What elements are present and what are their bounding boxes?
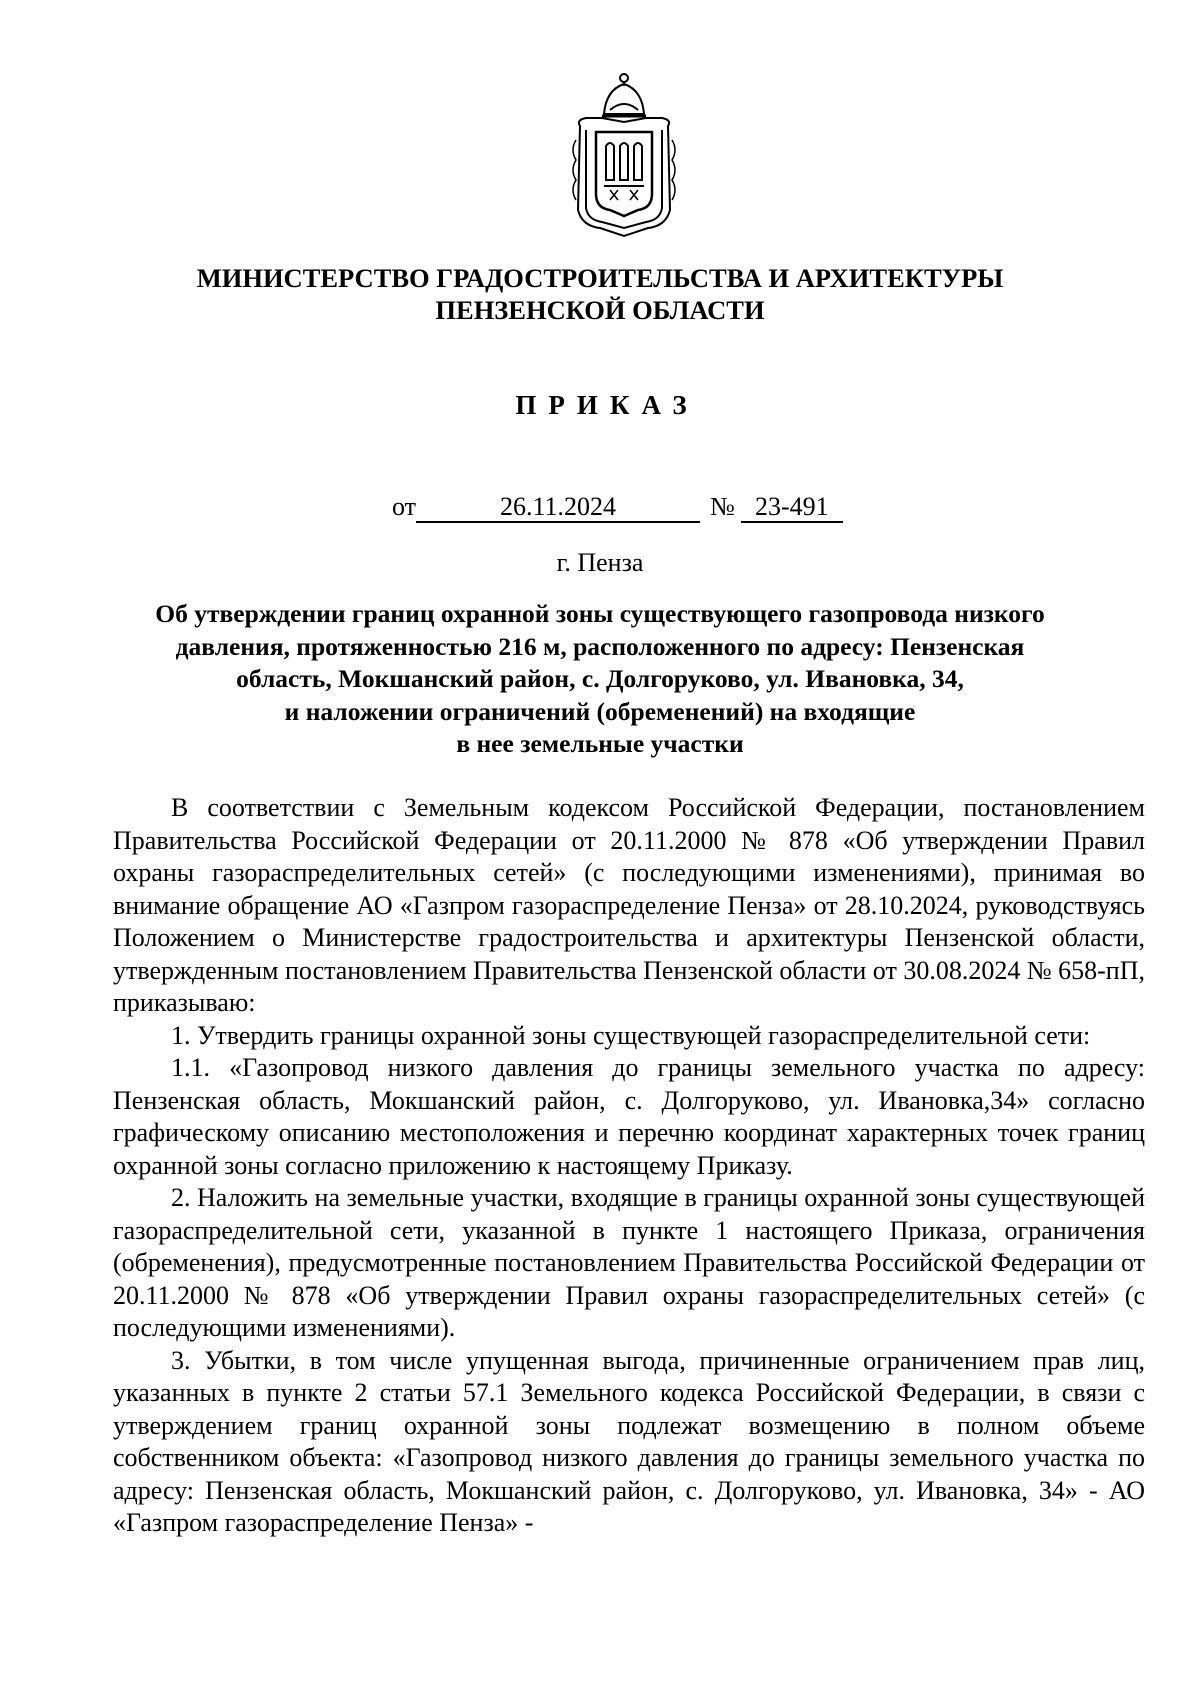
item-2-paragraph: 2. Наложить на земельные участки, входящие в границы охранной зоны существующей газораспределительной сети, указанной в пункте 1 настоящего Приказа, ограничения (обременения), предусмотренные постановлением Правительства Российской Федерации от 20.11.2000 № 878 «Об утверждении Правил охраны газораспределительных сетей» (с последующими изменениями). <box>113 1183 1145 1342</box>
order-title: ПРИКАЗ <box>515 390 699 420</box>
item-3-paragraph: 3. Убытки, в том числе упущенная выгода, причиненные ограничением прав лиц, указанных в пункте 2 статьи 57.1 Земельного кодекса Российской Федерации, в связи с утверждением границ охранной зоны подлежат возмещению в полном объеме собственником объекта: «Газопровод низкого давления до границы земельного участка по адресу: Пензенская область, Мокшанский район, с. Долгоруково, ул. Ивановка, 34» - АО «Газпром газораспределение Пенза» - <box>113 1345 1145 1537</box>
item-1-paragraph: 1. Утвердить границы охранной зоны существующей газораспределительной сети: <box>171 1020 1091 1050</box>
number-label: № <box>710 492 735 521</box>
ministry-line-1: МИНИСТЕРСТВО ГРАДОСТРОИТЕЛЬСТВА И АРХИТЕКТУРЫ <box>196 263 1004 293</box>
order-date: 26.11.2024 <box>416 493 700 523</box>
item-1-1-paragraph: 1.1. «Газопровод низкого давления до границы земельного участка по адресу: Пензенская область, Мокшанский район, с. Долгоруково, ул. Ивановка,34» согласно графическому описанию местоположения и перечню координат характерных точек границ охранной зоны согласно приложению к настоящему Приказу. <box>113 1053 1145 1180</box>
subject-line-1: Об утверждении границ охранной зоны существующего газопровода низкого <box>155 599 1045 628</box>
subject-line-5: в нее земельные участки <box>456 729 744 758</box>
order-body <box>113 792 1145 1540</box>
coat-of-arms-emblem <box>566 70 682 240</box>
subject-line-2: давления, протяженностью 216 м, расположенного по адресу: Пензенская <box>175 631 1025 661</box>
ministry-line-2: ПЕНЗЕНСКОЙ ОБЛАСТИ <box>435 295 765 325</box>
subject-line-4: и наложении ограничений (обременений) на входящие <box>284 696 916 726</box>
order-date-number-line <box>392 492 843 523</box>
ministry-heading <box>0 262 1200 326</box>
preamble-paragraph: В соответствии с Земельным кодексом Российской Федерации, постановлением Правительства Российской Федерации от 20.11.2000 № 878 «Об утверждении Правил охраны газораспределительных сетей» (с последующими изменениями), принимая во внимание обращение АО «Газпром газораспределение Пенза» от 28.10.2024, руководствуясь Положением о Министерстве градостроительства и архитектуры Пензенской области, утвержденным постановлением Правительства Пензенской области от 30.08.2024 № 658-пП, приказываю: <box>113 793 1145 1017</box>
order-city: г. Пенза <box>556 548 644 577</box>
subject-line-3: область, Мокшанский район, с. Долгоруково, ул. Ивановка, 34, <box>236 664 964 693</box>
from-label: от <box>392 492 417 521</box>
order-subject <box>0 598 1200 761</box>
order-number: 23-491 <box>741 493 843 523</box>
